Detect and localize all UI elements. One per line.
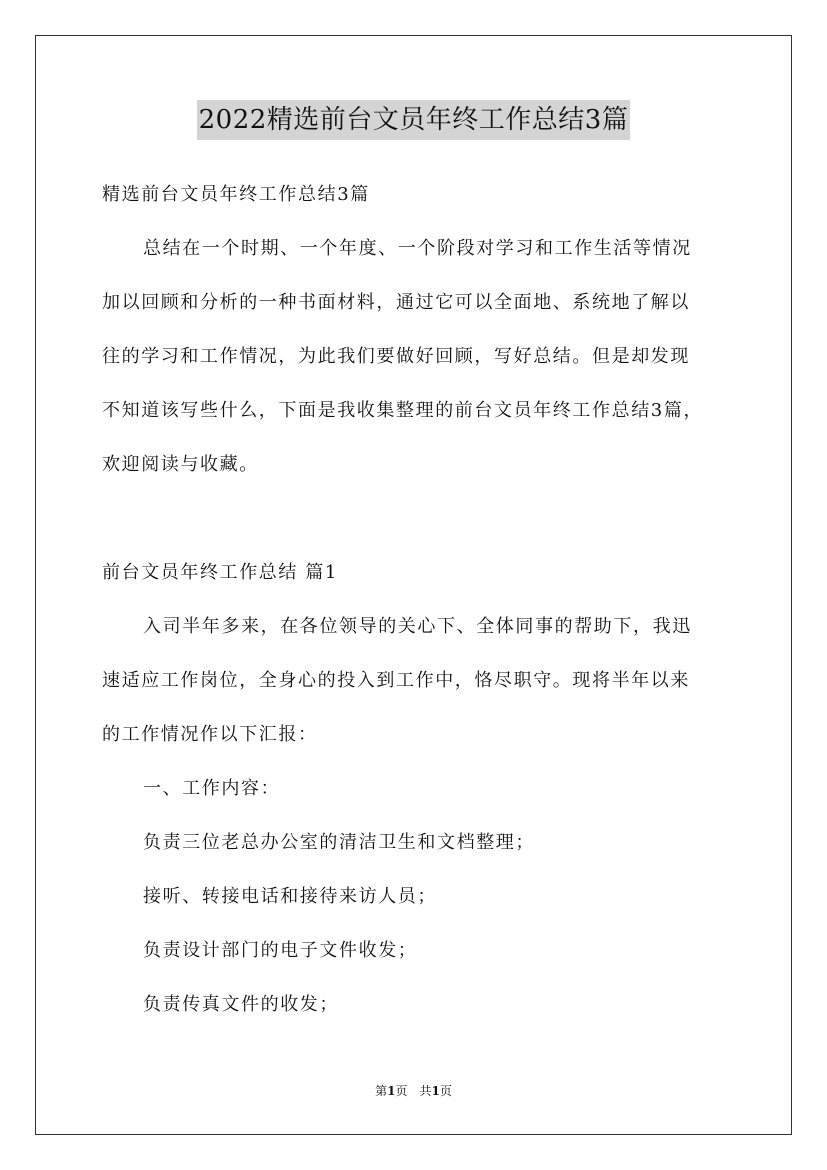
list-item: 接听、转接电话和接待来访人员；	[143, 886, 437, 907]
current-page-number: 1	[387, 1084, 396, 1098]
intro-line: 总结在一个时期、一个年度、一个阶段对学习和工作生活等情况	[143, 238, 692, 259]
section-line: 速适应工作岗位，全身心的投入到工作中，恪尽职守。现将半年以来	[102, 670, 690, 691]
intro-line: 不知道该写些什么，下面是我收集整理的前台文员年终工作总结3篇，	[102, 400, 704, 421]
list-heading: 一、工作内容：	[143, 778, 281, 799]
list-item: 负责三位老总办公室的清洁卫生和文档整理；	[143, 832, 535, 853]
section-line: 入司半年多来，在各位领导的关心下、全体同事的帮助下，我迅	[143, 616, 692, 637]
page-number-prefix: 第	[375, 1084, 388, 1098]
page-footer	[0, 1083, 827, 1099]
intro-line: 欢迎阅读与收藏。	[102, 454, 259, 475]
total-page-number: 1	[431, 1084, 440, 1098]
section-line: 的工作情况作以下汇报：	[102, 724, 318, 745]
list-item: 负责设计部门的电子文件收发；	[143, 940, 418, 961]
page-number-suffix: 页	[439, 1084, 452, 1098]
list-item: 负责传真文件的收发；	[143, 994, 339, 1015]
intro-line: 加以回顾和分析的一种书面材料，通过它可以全面地、系统地了解以	[102, 292, 690, 313]
page-number-middle: 页 共	[395, 1084, 432, 1098]
document-title: 2022精选前台文员年终工作总结3篇	[197, 100, 631, 140]
intro-line: 往的学习和工作情况，为此我们要做好回顾，写好总结。但是却发现	[102, 346, 690, 367]
document-subtitle: 精选前台文员年终工作总结3篇	[102, 184, 370, 205]
section-heading: 前台文员年终工作总结 篇1	[102, 562, 338, 583]
title-container	[0, 100, 827, 140]
